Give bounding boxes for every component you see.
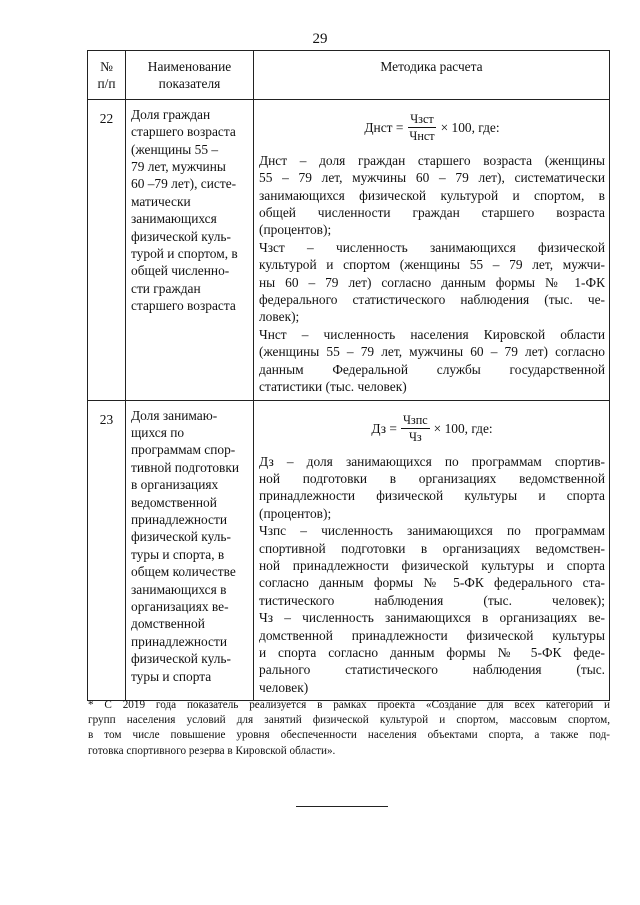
method-line: федерального статистического наблюдения (тыс. че-	[259, 292, 605, 308]
method-line: спортивной подготовки в организациях ведомствен-	[259, 540, 605, 556]
footnote-line: в том числе повышение уровня обеспеченности населения объектами спорта, а также под-	[88, 729, 610, 742]
header-name-line: Наименование	[147, 59, 232, 74]
formula-denominator: Чнст	[409, 129, 435, 144]
method-line: 55 – 79 лет, мужчины 60 – 79 лет), систематически	[259, 170, 605, 186]
indicator-name-line: турой и спортом, в	[131, 246, 238, 262]
indicator-name-line: в организациях	[131, 477, 219, 493]
indicator-name-line: организациях ве-	[131, 598, 229, 614]
formula-denominator: Чз	[408, 430, 422, 444]
indicator-name-line: ведомственной	[131, 494, 217, 510]
indicator-name-line: физической куль-	[131, 651, 231, 667]
indicator-name-line: сти граждан	[131, 280, 201, 296]
indicator-name-line: принадлежности	[131, 511, 227, 527]
formula	[259, 106, 605, 150]
method-line: данным Федеральной службы государственной	[259, 361, 605, 377]
indicator-name-line: старшего возраста	[131, 124, 236, 140]
page-number: 29	[312, 31, 328, 47]
method-line: человек)	[259, 679, 309, 695]
footnote-line: групп населения условий для занятий физической культурой и спортом, массовым спортом,	[88, 714, 610, 727]
method-line: тистического наблюдения (тыс. человек);	[259, 592, 605, 608]
method-line: статистики (тыс. человек)	[259, 379, 407, 395]
formula-fraction	[401, 413, 430, 444]
method-line: Чзст – численность занимающихся физической	[259, 239, 605, 255]
indicator-name	[126, 99, 254, 400]
indicator-name-line: физической куль-	[131, 529, 231, 545]
method-line: ловек);	[259, 309, 300, 325]
indicator-name-line: старшего возраста	[131, 298, 236, 314]
indicator-name-line: программам спор-	[131, 442, 236, 458]
footnote-line: * С 2019 года показатель реализуется в рамках проекта «Создание для всех категорий и	[88, 699, 610, 711]
method-line: культурой и спортом (женщины 55 – 79 лет, мужчи-	[259, 257, 605, 273]
indicator-name-line: туры и спорта, в	[131, 546, 225, 562]
method-line: Днст – доля граждан старшего возраста (женщины	[259, 152, 605, 168]
formula-rhs: × 100, где:	[440, 120, 500, 136]
indicator-name-line: домственной	[131, 616, 205, 632]
end-rule	[296, 806, 388, 807]
method-line: домственной принадлежности физической культуры	[259, 627, 605, 643]
method-line: (женщины 55 – 79 лет, мужчины 60 – 79 лет) согласно	[259, 344, 605, 360]
indicator-name-line: матически	[131, 193, 191, 209]
method-line: ны 60 – 79 лет) согласно данным формы № 1-ФК	[259, 274, 605, 290]
method-line: занимающихся физической культурой и спортом, в	[259, 187, 605, 203]
indicator-name-line: щихся по	[131, 424, 185, 440]
formula-fraction	[407, 112, 436, 143]
method-line: Чнст – численность населения Кировской области	[259, 326, 605, 342]
header-num-line: №	[100, 59, 113, 74]
indicator-name-line: туры и спорта	[131, 668, 212, 684]
method-line: рального статистического наблюдения (тыс.	[259, 662, 605, 678]
method-line: принадлежности физической культуры и спорта	[259, 488, 605, 504]
header-num-line: п/п	[97, 76, 116, 92]
formula-numerator: Чзст	[410, 112, 434, 127]
indicator-name-line: тивной подготовки	[131, 459, 240, 475]
method-line: Дз – доля занимающихся по программам спортив-	[259, 453, 605, 469]
header-num	[88, 51, 126, 100]
indicator-name-line: физической куль-	[131, 228, 231, 244]
method-line: общей численности граждан старшего возраста	[259, 205, 605, 221]
calculation-method	[254, 400, 610, 701]
formula-rhs: × 100, где:	[433, 420, 493, 436]
method-line: согласно данным формы № 5-ФК федерального ста-	[259, 575, 605, 591]
indicator-name-line: общей численно-	[131, 263, 230, 279]
method-line: ной принадлежности физической культуры и спорта	[259, 557, 605, 573]
method-line: ной подготовки в организациях ведомственной	[259, 470, 605, 486]
formula	[259, 407, 605, 451]
indicator-name-line: занимающихся	[131, 211, 217, 227]
header-name-line: показателя	[158, 76, 221, 92]
indicator-name-line: общем количестве	[131, 564, 236, 580]
indicator-name-line: 60 –79 лет), систе-	[131, 176, 237, 192]
method-line: Чз – численность занимающихся в организациях ве-	[259, 610, 605, 626]
row-number: 22	[88, 99, 126, 400]
row-number: 23	[88, 400, 126, 701]
indicators-table	[87, 50, 610, 701]
method-line: и спорта согласно данным формы № 5-ФК феде-	[259, 644, 605, 660]
method-line: Чзпс – численность занимающихся по программам	[259, 523, 605, 539]
footnote-line: готовка спортивного резерва в Кировской области».	[88, 744, 336, 757]
formula-lhs: Днст =	[364, 120, 404, 136]
header-name	[126, 51, 254, 100]
indicator-name-line: занимающихся в	[131, 581, 227, 597]
header-method: Методика расчета	[254, 51, 610, 100]
footnote	[88, 698, 610, 759]
indicator-name	[126, 400, 254, 701]
table-row	[88, 99, 610, 400]
table-header-row	[88, 51, 610, 100]
indicator-name-line: 79 лет, мужчины	[131, 159, 226, 175]
indicator-name-line: Доля занимаю-	[131, 407, 218, 423]
method-line: (процентов);	[259, 505, 332, 521]
indicator-name-line: Доля граждан	[131, 106, 211, 122]
indicator-name-line: принадлежности	[131, 633, 227, 649]
method-line: (процентов);	[259, 222, 332, 238]
indicator-name-line: (женщины 55 –	[131, 141, 219, 157]
calculation-method	[254, 99, 610, 400]
table-row	[88, 400, 610, 701]
formula-numerator: Чзпс	[403, 413, 428, 427]
formula-lhs: Дз =	[371, 420, 397, 436]
